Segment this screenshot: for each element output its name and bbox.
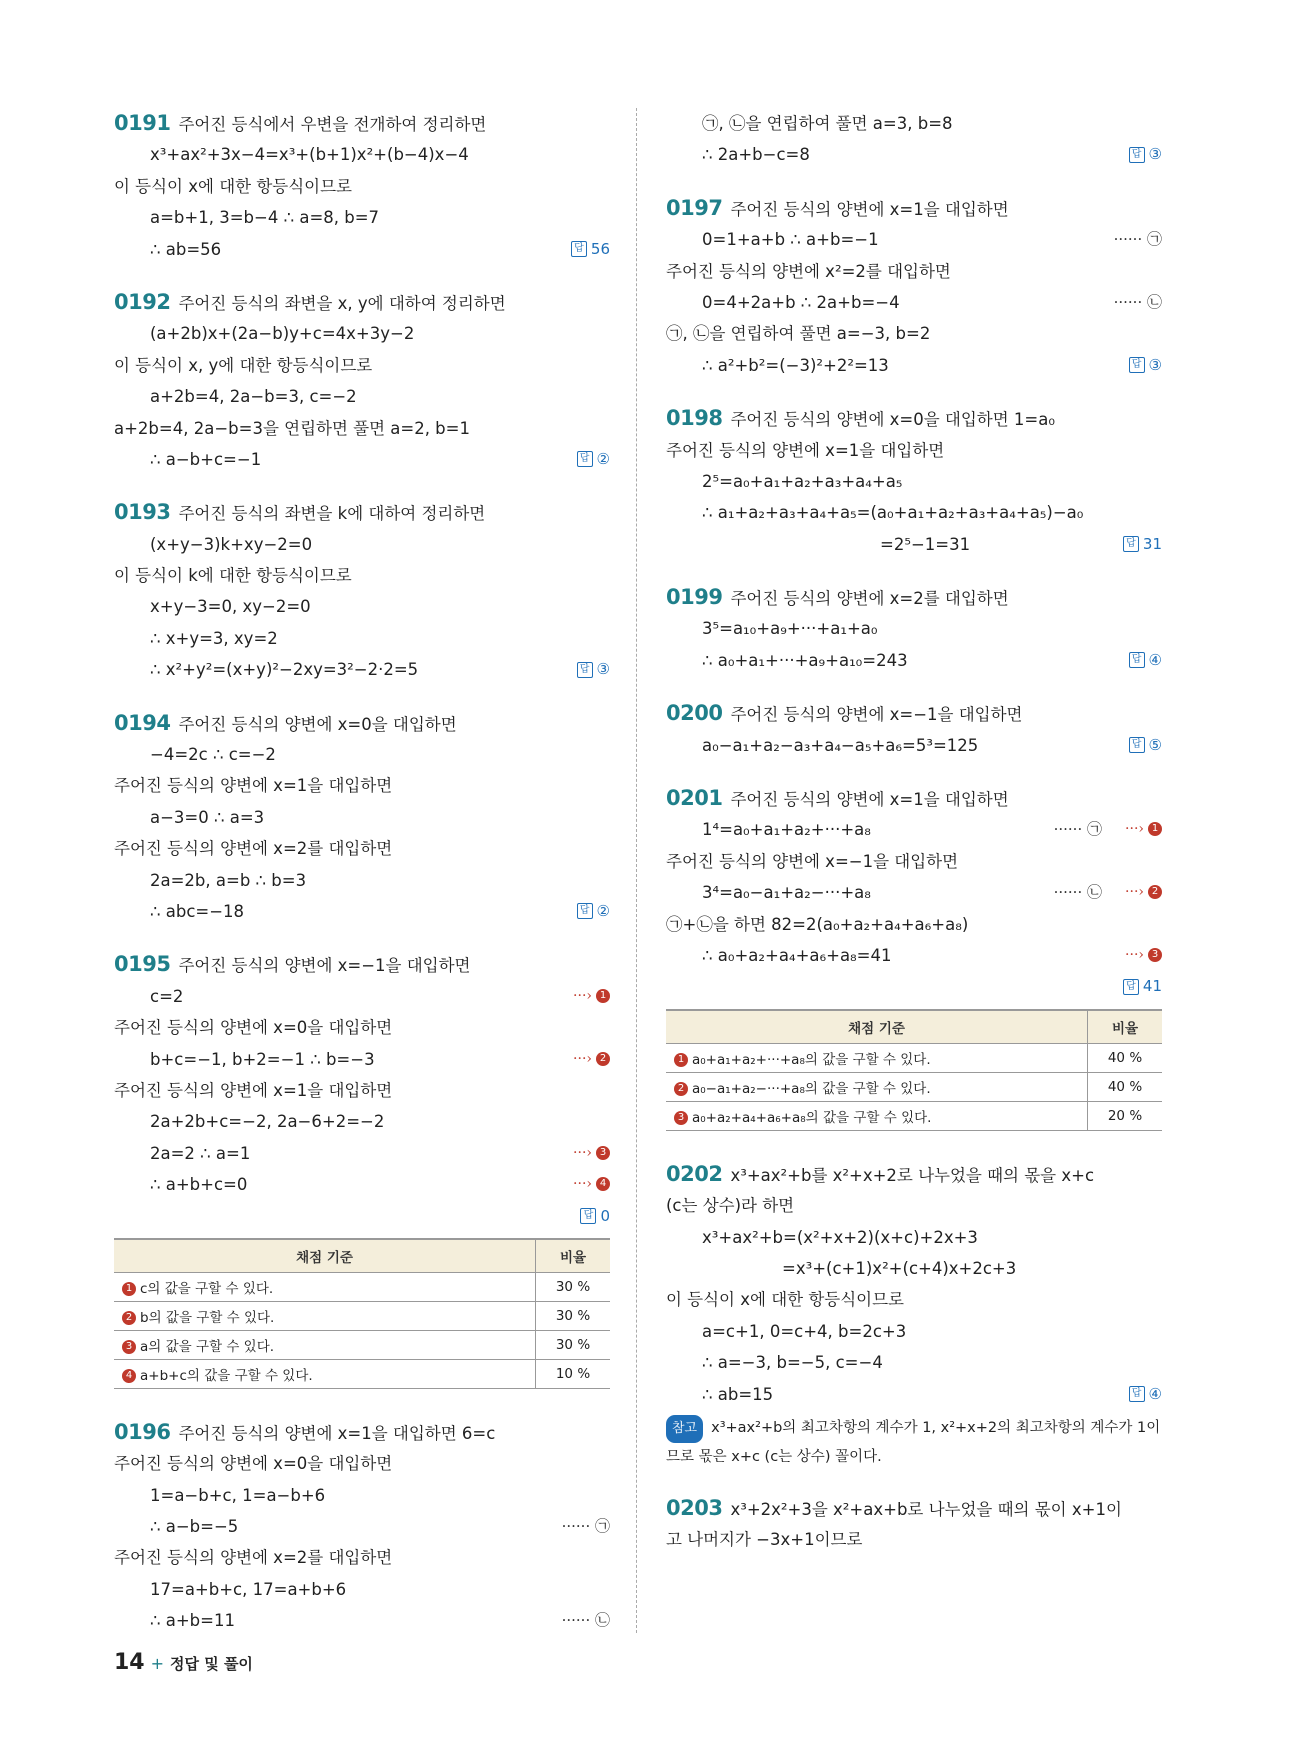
line-text: 2a=2 ∴ a=1 [150, 1143, 251, 1163]
scoring-row [114, 1330, 610, 1359]
line-text: 주어진 등식의 양변에 x=0을 대입하면 [114, 1454, 393, 1474]
line-text: 주어진 등식의 양변에 x²=2를 대입하면 [666, 261, 951, 281]
solution-line [114, 234, 610, 265]
solution-line [666, 256, 1162, 287]
solution-line [114, 654, 610, 685]
scoring-row [114, 1359, 610, 1388]
line-text: 1⁴=a₀+a₁+a₂+···+a₈ [702, 820, 871, 840]
answer [1129, 1379, 1162, 1410]
equation-mark: ······ ㉠ [1113, 230, 1162, 249]
step-arrow-icon: ···› [1125, 821, 1144, 838]
ratio-cell: 30 % [536, 1272, 611, 1301]
line-text: 주어진 등식의 양변에 x=1을 대입하면 [730, 790, 1009, 810]
ratio-cell: 40 % [1088, 1043, 1163, 1072]
step-number: 3 [596, 1146, 610, 1160]
answer-icon: 답 [1129, 1386, 1145, 1402]
criterion-number: 4 [122, 1369, 136, 1383]
solution-line [666, 1524, 1162, 1555]
step-marker [1125, 877, 1162, 908]
solution-line [666, 582, 1162, 613]
solution-line [114, 865, 610, 896]
line-text: 주어진 등식의 양변에 x=1을 대입하면 [666, 440, 945, 460]
solution-line [114, 560, 610, 591]
answer-value: ② [596, 901, 610, 920]
line-text: 0=4+2a+b ∴ 2a+b=−4 [702, 292, 900, 312]
line-text: ∴ a²+b²=(−3)²+2²=13 [702, 355, 889, 375]
step-marker [573, 981, 610, 1012]
problem-0203 [666, 1493, 1162, 1556]
ratio-cell: 30 % [536, 1330, 611, 1359]
line-text: ∴ a=−3, b=−5, c=−4 [702, 1353, 883, 1373]
line-text: 주어진 등식의 양변에 x=1을 대입하면 6=c [178, 1423, 496, 1443]
step-marker [1125, 814, 1162, 845]
step-number: 4 [596, 1177, 610, 1191]
step-marker [573, 1044, 610, 1075]
answer-value: ③ [1148, 145, 1162, 164]
line-text: 2a+2b+c=−2, 2a−6+2=−2 [150, 1112, 385, 1132]
criterion-cell [114, 1359, 536, 1388]
line-text: ㉠, ㉡을 연립하여 풀면 a=−3, b=2 [666, 324, 931, 344]
solution-line [666, 1347, 1162, 1378]
solution-line [114, 981, 610, 1012]
line-text: =x³+(c+1)x²+(c+4)x+2c+3 [782, 1258, 1017, 1278]
answer [577, 896, 610, 927]
criterion-text: a₀+a₁+a₂+···+a₈의 값을 구할 수 있다. [692, 1051, 931, 1068]
line-text: 17=a+b+c, 17=a+b+6 [150, 1579, 347, 1599]
equation-mark: ······ ㉡ [561, 1611, 610, 1630]
ratio-header: 비율 [1088, 1010, 1163, 1044]
problem-number: 0192 [114, 289, 171, 314]
line-text: −4=2c ∴ c=−2 [150, 745, 276, 765]
line-text: x³+ax²+b=(x²+x+2)(x+c)+2x+3 [702, 1227, 978, 1247]
line-text: a=c+1, 0=c+4, b=2c+3 [702, 1321, 907, 1341]
line-text: a+2b=4, 2a−b=3을 연립하면 풀면 a=2, b=1 [114, 418, 470, 438]
answer-value: ③ [1148, 355, 1162, 374]
criterion-cell [114, 1272, 536, 1301]
problem-0197 [666, 193, 1162, 381]
column-divider [636, 108, 637, 1633]
line-text: 1=a−b+c, 1=a−b+6 [150, 1485, 326, 1505]
solution-line [114, 1574, 610, 1605]
criterion-cell [666, 1043, 1088, 1072]
solution-line [666, 1159, 1162, 1190]
plus-icon: + [150, 1654, 165, 1673]
problem-number: 0201 [666, 786, 723, 811]
solution-line [666, 971, 1162, 1002]
solution-line [666, 224, 1162, 255]
solution-line [114, 623, 610, 654]
line-text: b+c=−1, b+2=−1 ∴ b=−3 [150, 1049, 375, 1069]
problem-number: 0199 [666, 585, 723, 610]
criterion-number: 2 [674, 1082, 688, 1096]
line-text: 0=1+a+b ∴ a+b=−1 [702, 230, 879, 250]
solution-line [666, 529, 1162, 560]
line-text: 주어진 등식의 좌변을 x, y에 대하여 정리하면 [178, 293, 506, 313]
problem-number: 0193 [114, 500, 171, 525]
footer-label: 정답 및 풀이 [170, 1655, 253, 1673]
solution-line [666, 1190, 1162, 1221]
answer-value: ④ [1148, 1384, 1162, 1403]
step-arrow-icon: ···› [1125, 884, 1144, 901]
page-number: 14 [114, 1650, 145, 1675]
step-arrow-icon: ···› [573, 1144, 592, 1161]
line-text: (c는 상수)라 하면 [666, 1196, 795, 1216]
criterion-cell [666, 1101, 1088, 1130]
answer-value: 56 [590, 239, 610, 258]
line-text: 2⁵=a₀+a₁+a₂+a₃+a₄+a₅ [702, 471, 903, 491]
solution-line [114, 497, 610, 528]
solution-line [114, 770, 610, 801]
step-number: 2 [1148, 885, 1162, 899]
solution-line [114, 739, 610, 770]
criterion-number: 3 [674, 1111, 688, 1125]
problem-0202 [666, 1159, 1162, 1471]
problem-0191 [114, 108, 610, 265]
ratio-cell: 20 % [1088, 1101, 1163, 1130]
answer-icon: 답 [577, 903, 593, 919]
criterion-number: 1 [674, 1053, 688, 1067]
line-text: 주어진 등식의 좌변을 k에 대하여 정리하면 [178, 504, 486, 524]
solution-line [114, 287, 610, 318]
step-arrow-icon: ···› [573, 1176, 592, 1193]
solution-line [666, 613, 1162, 644]
line-text: ∴ a−b+c=−1 [150, 449, 262, 469]
scoring-row [666, 1101, 1162, 1130]
solution-line [666, 1493, 1162, 1524]
solution-line [114, 1480, 610, 1511]
criterion-number: 2 [122, 1311, 136, 1325]
scoring-table [114, 1238, 610, 1389]
line-text: 주어진 등식의 양변에 x=2를 대입하면 [730, 589, 1009, 609]
equation-mark: ······ ㉡ [1053, 883, 1102, 902]
line-text: 주어진 등식의 양변에 x=−1을 대입하면 [178, 956, 471, 976]
line-text: x+y−3=0, xy−2=0 [150, 597, 311, 617]
problem-0196 [114, 1417, 610, 1637]
line-text: a=b+1, 3=b−4 ∴ a=8, b=7 [150, 208, 380, 228]
answer-value: 41 [1142, 977, 1162, 996]
solution-line [114, 1138, 610, 1169]
line-text: 3⁴=a₀−a₁+a₂−···+a₈ [702, 883, 871, 903]
answer-value: 31 [1142, 534, 1162, 553]
line-text: (x+y−3)k+xy−2=0 [150, 534, 313, 554]
solution-line [114, 1169, 610, 1200]
answer [577, 444, 610, 475]
solution-line [114, 381, 610, 412]
step-arrow-icon: ···› [573, 1050, 592, 1067]
line-text: 2a=2b, a=b ∴ b=3 [150, 870, 307, 890]
ratio-cell: 10 % [536, 1359, 611, 1388]
criterion-text: a₀+a₂+a₄+a₆+a₈의 값을 구할 수 있다. [692, 1109, 932, 1126]
answer [1129, 350, 1162, 381]
answer [1123, 529, 1162, 560]
solution-line [666, 497, 1162, 528]
ratio-cell: 40 % [1088, 1072, 1163, 1101]
solution-line [114, 1542, 610, 1573]
equation-mark: ······ ㉡ [1113, 292, 1162, 311]
line-text: x³+ax²+3x−4=x³+(b+1)x²+(b−4)x−4 [150, 145, 469, 165]
line-text: 주어진 등식의 양변에 x=0을 대입하면 [114, 1018, 393, 1038]
scoring-row [666, 1043, 1162, 1072]
note-block [666, 1414, 1162, 1471]
criterion-cell [666, 1072, 1088, 1101]
problem-number: 0197 [666, 195, 723, 220]
line-text: 고 나머지가 −3x+1이므로 [666, 1530, 863, 1550]
problem-0201 [666, 783, 1162, 1131]
answer-value: ⑤ [1148, 735, 1162, 754]
solution-line [114, 350, 610, 381]
step-number: 1 [596, 989, 610, 1003]
step-marker [1125, 940, 1162, 971]
line-text: 주어진 등식의 양변에 x=1을 대입하면 [114, 776, 393, 796]
solution-line [114, 171, 610, 202]
answer [577, 654, 610, 685]
scoring-row [114, 1301, 610, 1330]
problem-0193 [114, 497, 610, 685]
answer-icon: 답 [580, 1208, 596, 1224]
solution-line [114, 139, 610, 170]
page-footer [114, 1650, 253, 1675]
line-text: x³+2x²+3을 x²+ax+b로 나누었을 때의 몫이 x+1이 [730, 1499, 1122, 1519]
answer-icon: 답 [577, 451, 593, 467]
step-number: 3 [1148, 948, 1162, 962]
line-text: 주어진 등식에서 우변을 전개하여 정리하면 [178, 115, 487, 134]
scoring-row [114, 1272, 610, 1301]
step-number: 1 [1148, 822, 1162, 836]
answer [1123, 971, 1162, 1002]
ratio-header: 비율 [536, 1239, 611, 1273]
answer-icon: 답 [1129, 147, 1145, 163]
solution-line [666, 1222, 1162, 1253]
solution-line [666, 1316, 1162, 1347]
criterion-text: a₀−a₁+a₂−···+a₈의 값을 구할 수 있다. [692, 1080, 931, 1097]
criterion-text: a의 값을 구할 수 있다. [140, 1338, 275, 1355]
line-text: 주어진 등식의 양변에 x=2를 대입하면 [114, 1548, 393, 1568]
criterion-cell [114, 1330, 536, 1359]
line-text: ∴ x²+y²=(x+y)²−2xy=3²−2·2=5 [150, 660, 419, 680]
line-text: 주어진 등식의 양변에 x=0을 대입하면 1=a₀ [730, 410, 1055, 430]
line-text: ∴ ab=56 [150, 239, 222, 259]
answer [1129, 645, 1162, 676]
solution-line [114, 413, 610, 444]
line-text: 주어진 등식의 양변에 x=2를 대입하면 [114, 839, 393, 859]
solution-line [114, 1044, 610, 1075]
solution-line [666, 1253, 1162, 1284]
solution-line [666, 645, 1162, 676]
solution-line [666, 814, 1162, 845]
line-text: ∴ x+y=3, xy=2 [150, 628, 278, 648]
solution-line [666, 730, 1162, 761]
solution-line [666, 698, 1162, 729]
solution-line [114, 202, 610, 233]
line-text: 3⁵=a₁₀+a₉+···+a₁+a₀ [702, 619, 878, 639]
solution-line [666, 350, 1162, 381]
left-column [114, 108, 610, 1659]
solution-line [666, 1284, 1162, 1315]
answer [1129, 139, 1162, 170]
line-text: 이 등식이 x, y에 대한 항등식이므로 [114, 355, 373, 375]
solution-line [666, 403, 1162, 434]
step-arrow-icon: ···› [573, 987, 592, 1004]
solution-line [666, 877, 1162, 908]
solution-line [666, 193, 1162, 224]
solution-line [114, 708, 610, 739]
solution-line [666, 466, 1162, 497]
scoring-table [666, 1009, 1162, 1131]
problem-number: 0202 [666, 1161, 723, 1186]
line-text: 이 등식이 x에 대한 항등식이므로 [666, 1290, 904, 1310]
criterion-number: 3 [122, 1340, 136, 1354]
line-text: x³+ax²+b를 x²+x+2로 나누었을 때의 몫을 x+c [730, 1165, 1095, 1185]
solution-line [114, 1417, 610, 1448]
criterion-cell [114, 1301, 536, 1330]
solution-line [114, 1012, 610, 1043]
answer-icon: 답 [1123, 536, 1139, 552]
line-text: 주어진 등식의 양변에 x=1을 대입하면 [114, 1080, 393, 1100]
solution-line [114, 591, 610, 622]
note-badge: 참고 [666, 1415, 703, 1443]
problem-0192 [114, 287, 610, 475]
answer [571, 234, 610, 265]
line-text: ∴ a₀+a₂+a₄+a₆+a₈=41 [702, 945, 892, 965]
solution-line [114, 1201, 610, 1232]
solution-line [114, 896, 610, 927]
line-text: ∴ a−b=−5 [150, 1517, 239, 1537]
answer [580, 1201, 610, 1232]
equation-mark: ······ ㉠ [1053, 820, 1102, 839]
line-text: ∴ ab=15 [702, 1384, 774, 1404]
answer-icon: 답 [1129, 652, 1145, 668]
solution-line [666, 108, 1162, 139]
line-text: ㉠, ㉡을 연립하여 풀면 a=3, b=8 [702, 114, 953, 133]
solution-line [114, 1605, 610, 1636]
line-text: 이 등식이 k에 대한 항등식이므로 [114, 566, 352, 586]
answer-value: 0 [600, 1206, 610, 1225]
solution-line [666, 783, 1162, 814]
step-number: 2 [596, 1052, 610, 1066]
criterion-number: 1 [122, 1282, 136, 1296]
line-text: 주어진 등식의 양변에 x=−1을 대입하면 [666, 851, 959, 871]
answer-icon: 답 [1129, 737, 1145, 753]
solution-line [666, 1379, 1162, 1410]
line-text: 주어진 등식의 양변에 x=1을 대입하면 [730, 199, 1009, 219]
problem-cont [666, 108, 1162, 171]
right-column [666, 108, 1162, 1578]
line-text: 주어진 등식의 양변에 x=−1을 대입하면 [730, 705, 1023, 725]
line-text: ∴ a₁+a₂+a₃+a₄+a₅=(a₀+a₁+a₂+a₃+a₄+a₅)−a₀ [702, 503, 1084, 523]
answer-icon: 답 [571, 241, 587, 257]
solution-line [114, 949, 610, 980]
equation-mark: ······ ㉠ [561, 1517, 610, 1536]
answer [1129, 730, 1162, 761]
problem-number: 0198 [666, 406, 723, 431]
solution-line [114, 1448, 610, 1479]
line-text: ㉠+㉡을 하면 82=2(a₀+a₂+a₄+a₆+a₈) [666, 914, 969, 934]
solution-line [666, 287, 1162, 318]
solution-line [114, 529, 610, 560]
answer-value: ③ [596, 660, 610, 679]
line-text: (a+2b)x+(2a−b)y+c=4x+3y−2 [150, 324, 415, 344]
line-text: ∴ a₀+a₁+···+a₉+a₁₀=243 [702, 650, 908, 670]
answer-icon: 답 [577, 662, 593, 678]
problem-number: 0200 [666, 701, 723, 726]
line-text: a+2b=4, 2a−b=3, c=−2 [150, 387, 357, 407]
ratio-cell: 30 % [536, 1301, 611, 1330]
solution-line [114, 318, 610, 349]
solution-line [666, 940, 1162, 971]
line-text: ∴ a+b+c=0 [150, 1175, 248, 1195]
solution-line [666, 909, 1162, 940]
line-text: =2⁵−1=31 [880, 534, 971, 554]
solution-line [114, 444, 610, 475]
line-text: a₀−a₁+a₂−a₃+a₄−a₅+a₆=5³=125 [702, 735, 979, 755]
problem-number: 0191 [114, 111, 171, 135]
line-text: c=2 [150, 986, 184, 1006]
solution-line [114, 1511, 610, 1542]
line-text: ∴ 2a+b−c=8 [702, 145, 810, 165]
problem-0200 [666, 698, 1162, 761]
problem-0199 [666, 582, 1162, 676]
line-text: a−3=0 ∴ a=3 [150, 807, 265, 827]
step-arrow-icon: ···› [1125, 946, 1144, 963]
answer-icon: 답 [1129, 357, 1145, 373]
criterion-text: c의 값을 구할 수 있다. [140, 1280, 274, 1297]
solution-line [114, 833, 610, 864]
criterion-text: a+b+c의 값을 구할 수 있다. [140, 1367, 313, 1384]
solution-line [114, 108, 610, 139]
solution-line [114, 1106, 610, 1137]
problem-0194 [114, 708, 610, 928]
solution-line [666, 435, 1162, 466]
scoring-row [666, 1072, 1162, 1101]
answer-icon: 답 [1123, 979, 1139, 995]
scoring-header: 채점 기준 [114, 1239, 536, 1273]
problem-0195 [114, 949, 610, 1389]
problem-number: 0203 [666, 1495, 723, 1520]
problem-0198 [666, 403, 1162, 560]
line-text: 주어진 등식의 양변에 x=0을 대입하면 [178, 714, 457, 734]
line-text: ∴ a+b=11 [150, 1611, 235, 1631]
problem-number: 0195 [114, 952, 171, 977]
solution-line [666, 846, 1162, 877]
solution-line [666, 139, 1162, 170]
step-marker [573, 1169, 610, 1200]
problem-number: 0196 [114, 1419, 171, 1444]
solution-line [114, 802, 610, 833]
step-marker [573, 1138, 610, 1169]
scoring-header: 채점 기준 [666, 1010, 1088, 1044]
solution-line [114, 1075, 610, 1106]
criterion-text: b의 값을 구할 수 있다. [140, 1309, 275, 1326]
solution-line [666, 318, 1162, 349]
line-text: 이 등식이 x에 대한 항등식이므로 [114, 176, 352, 196]
problem-number: 0194 [114, 710, 171, 735]
line-text: ∴ abc=−18 [150, 901, 245, 921]
note-text: x³+ax²+b의 최고차항의 계수가 1, x²+x+2의 최고차항의 계수가 1이므로 몫은 x+c (c는 상수) 꼴이다. [666, 1419, 1161, 1465]
answer-value: ④ [1148, 650, 1162, 669]
answer-value: ② [596, 449, 610, 468]
